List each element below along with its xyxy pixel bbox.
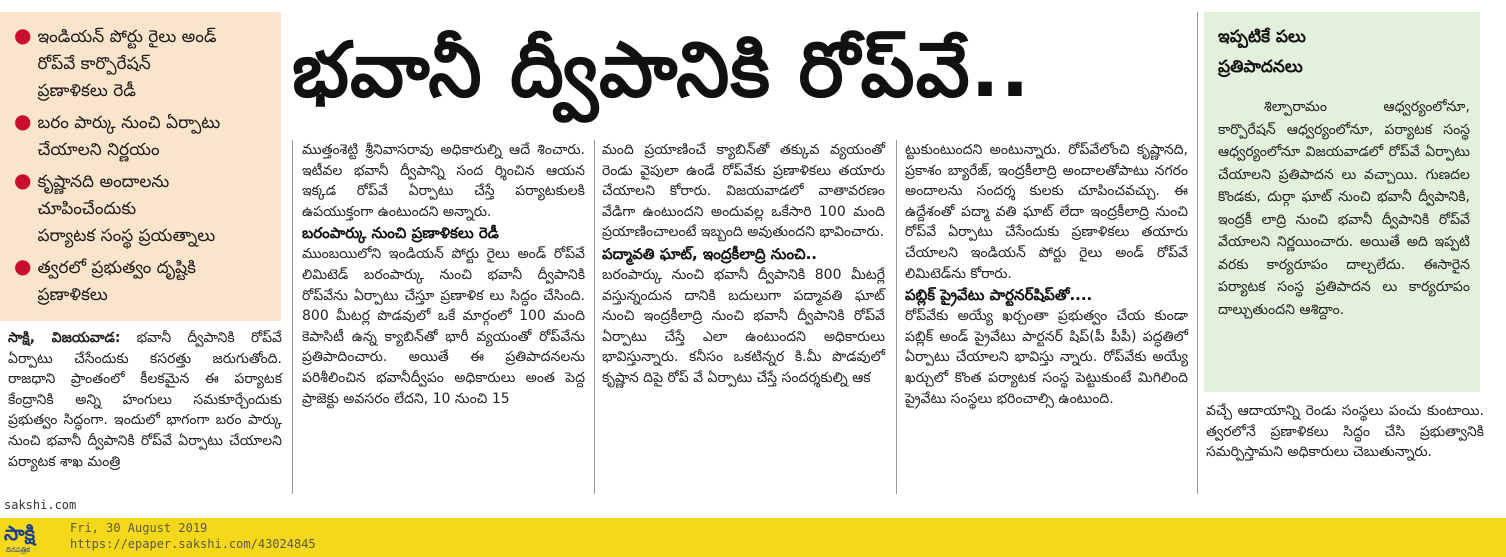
highlight-item <box>14 255 271 309</box>
highlights-box <box>0 12 281 321</box>
logo-subtext: దినపత్రిక <box>6 546 30 554</box>
subheading: బరంపార్కు నుంచి ప్రణాళికలు రెడీ <box>302 224 499 243</box>
article-column <box>8 328 282 472</box>
column-divider <box>292 140 293 494</box>
column-divider <box>896 140 897 494</box>
bullet-icon: ● <box>14 23 32 47</box>
site-url[interactable]: sakshi.com <box>4 498 77 512</box>
highlight-text: బరం పార్కు నుంచి ఏర్పాటు చేయాలని నిర్ణయం <box>37 113 221 160</box>
column-divider <box>1197 12 1198 494</box>
bullet-icon: ● <box>14 168 32 192</box>
logo-text: సాక్షి <box>4 521 36 545</box>
article-paragraph: వచ్చే ఆదాయాన్ని రెండు సంస్థలు పంచు కుంటాయి. త్వరలోనే ప్రణాళికలు సిద్ధం చేసి ప్రభుత్వానికి సమర్పిస్తామని అధికారులు చెబుతున్నారు. <box>1206 403 1484 461</box>
article-column <box>1206 401 1484 463</box>
article-column <box>602 140 885 389</box>
article-paragraph <box>8 328 282 472</box>
footer-bar <box>0 518 1506 557</box>
highlight-text: త్వరలో ప్రభుత్వం దృష్టికి ప్రణాళికలు <box>37 258 196 305</box>
sidebar-box <box>1204 12 1480 392</box>
article-paragraph: ట్టుకుంటుందని అంటున్నారు. రోప్‌వేలోంచి కృష్ణానది, ప్రకాశం బ్యారేజ్, ఇంద్రకీలాద్రి అందాలతోపాటు నగరం అందాలను సందర్శ కులకు చూపించవచ్చు. ఈ ఉద్దేశంతో పద్మా వతి ఘాట్ లేదా ఇంద్రకీలాద్రి నుంచి రోప్‌వే ఏర్పాటు చేసేందుకు ప్రణాళికలు తయారు చేయాలని ఇండియన్ పోర్టు రైలు అండ్ రోప్‌వే లిమిటెడ్‌ను కోరారు. <box>905 142 1188 282</box>
article-paragraph: మంది ప్రయాణించే క్యాబిన్‌తో తక్కువ వ్యయంతో రెండు వైపులా ఉండే రోప్‌వేకు ప్రణాళికలు తయారు చేయాలని కోరారు. విజయవాడలో వాతావరణం వేడిగా ఉంటుందని అందువల్ల ఒకేసారి 100 మంది ప్రయాణించాలంటే ఇబ్బంది అవుతుందని భావించారు. <box>602 142 885 241</box>
subheading: పబ్లిక్ ప్రైవేటు పార్టనర్‌షిప్‌తో.... <box>905 286 1093 305</box>
highlight-text: కృష్ణానది అందాలను చూపించేందుకు పర్యాటక సంస్థ ప్రయత్నాలు <box>37 172 216 246</box>
article-column <box>302 140 585 409</box>
article-paragraph: రోప్‌వేకు అయ్యే ఖర్చంతా ప్రభుత్వం చేయ కుండా పబ్లిక్ అండ్ ప్రైవేటు పార్టనర్ షిప్(పీ పీపీ) పద్ధతిలో ఏర్పాటు చేయాలని భావిస్తు న్నారు. రోప్‌వేకు అయ్యే ఖర్చులో కొంత పర్యాటక సంస్థ పెట్టుకుంటే మిగిలింది ప్రైవేటు సంస్థలు భరించాల్సి ఉంటుంది. <box>905 308 1188 407</box>
dateline: సాక్షి, విజయవాడ: <box>8 330 121 346</box>
publication-date: Fri, 30 August 2019 <box>70 521 208 535</box>
highlight-item <box>14 110 271 164</box>
column-divider <box>594 140 595 494</box>
article-paragraph: బరంపార్కు నుంచి భవానీ ద్వీపానికి 800 మీటర్లే వస్తున్నందున దానికి బదులుగా పద్మావతి ఘాట్ నుంచి ఇంద్రకీలాద్రి నుంచి భవానీ ద్వీపానికి రోప్‌వే ఏర్పాటు చేస్తే ఎలా ఉంటుందని అధికారులు భావిస్తున్నారు. కనీసం ఒకటిన్నర కి.మీ పొడవులో కృష్ణాన దిపై రోప్ వే ఏర్పాటు చేస్తే సందర్శకుల్ని ఆక <box>602 266 885 386</box>
bullet-icon: ● <box>14 254 32 278</box>
paragraph-text: భవానీ ద్వీపానికి రోప్‌వే ఏర్పాటు చేసేందుకు కసరత్తు జరుగుతోంది. రాజధాని ప్రాంతంలో కీలకమైన ఈ పర్యాటక కేంద్రానికి అన్ని హంగులు సమకూర్చేందుకు ప్రభుత్వం సిద్ధంగా. ఇందులో భాగంగా బరం పార్కు నుంచి భవానీ ద్వీపానికి రోప్‌వే ఏర్పాటు చేయాలని పర్యాటక శాఖ మంత్రి <box>8 330 282 470</box>
sidebar-body: శిల్పారామం ఆధ్వర్యంలోనూ, కార్పొరేషన్ ఆధ్వర్యంలోనూ, పర్యాటక సంస్థ ఆధ్వర్యంలోనూ విజయవాడలో రోప్‌వే ఏర్పాటు చేయాలని ప్రతిపాదన లు వచ్చాయి. గుణదల కొండకు, దుర్గా ఘాట్ నుంచి భవానీ ద్వీపానికి, ఇంద్రకీ లాద్రి నుంచి భవానీ ద్వీపానికి రోప్‌వే వేయాలని నిర్ణయించారు. అయితే అది ఇప్పటి వరకు కార్యరూపం దాల్చలేదు. ఈసారైన పర్యాటక సంస్థ ప్రతిపాదన లు కార్యరూపం దాల్చుతుందని ఆశిద్దాం. <box>1218 99 1470 318</box>
sidebar-title: ఇప్పటికే పలు ప్రతిపాదనలు <box>1218 27 1306 77</box>
highlight-item <box>14 24 271 105</box>
subheading: పద్మావతి ఘాట్, ఇంద్రకీలాద్రి నుంచి.. <box>602 244 817 263</box>
epaper-link[interactable]: https://epaper.sakshi.com/43024845 <box>70 537 316 551</box>
highlight-item <box>14 169 271 250</box>
footer-meta <box>70 520 316 552</box>
highlight-text: ఇండియన్ పోర్టు రైలు అండ్ రోప్‌వే కార్పొరేషన్ ప్రణాళికలు రెడీ <box>37 27 217 101</box>
bullet-icon: ● <box>14 109 32 133</box>
article-paragraph: ముత్తంశెట్టి శ్రీనివాసరావు అధికారుల్ని ఆదే శించారు. ఇటీవల భవానీ ద్వీపాన్ని సంద ర్శించిన ఆయన ఇక్కడ రోప్‌వే ఏర్పాటు చేస్తే పర్యాటకులకి ఉపయుక్తంగా ఉంటుందని అన్నారు. <box>302 142 585 220</box>
sakshi-logo <box>4 522 60 553</box>
article-paragraph: ముంబయిలోని ఇండియన్ పోర్టు రైలు అండ్ రోప్‌వే లిమిటెడ్ బరంపార్కు నుంచి భవానీ ద్వీపానికి రోప్‌వేను ఏర్పాటు చేస్తూ ప్రణాళిక లు సిద్ధం చేసింది. 800 మీటర్ల పొడవులో ఒకే మార్గంలో 100 మంది కెపాసిటీ ఉన్న క్యాబిన్‌తో భారీ వ్యయంతో రోప్‌వేను ప్రతిపాదించారు. అయితే ఈ ప్రతిపాదనలను పరిశీలించిన భవానీద్వీపం అధికారులు అంత పెద్ద ప్రాజెక్టు అవసరం లేదని, 10 నుంచి 15 <box>302 246 585 407</box>
article-headline: భవానీ ద్వీపానికి రోప్‌వే.. <box>292 25 1031 114</box>
article-column <box>905 140 1188 409</box>
